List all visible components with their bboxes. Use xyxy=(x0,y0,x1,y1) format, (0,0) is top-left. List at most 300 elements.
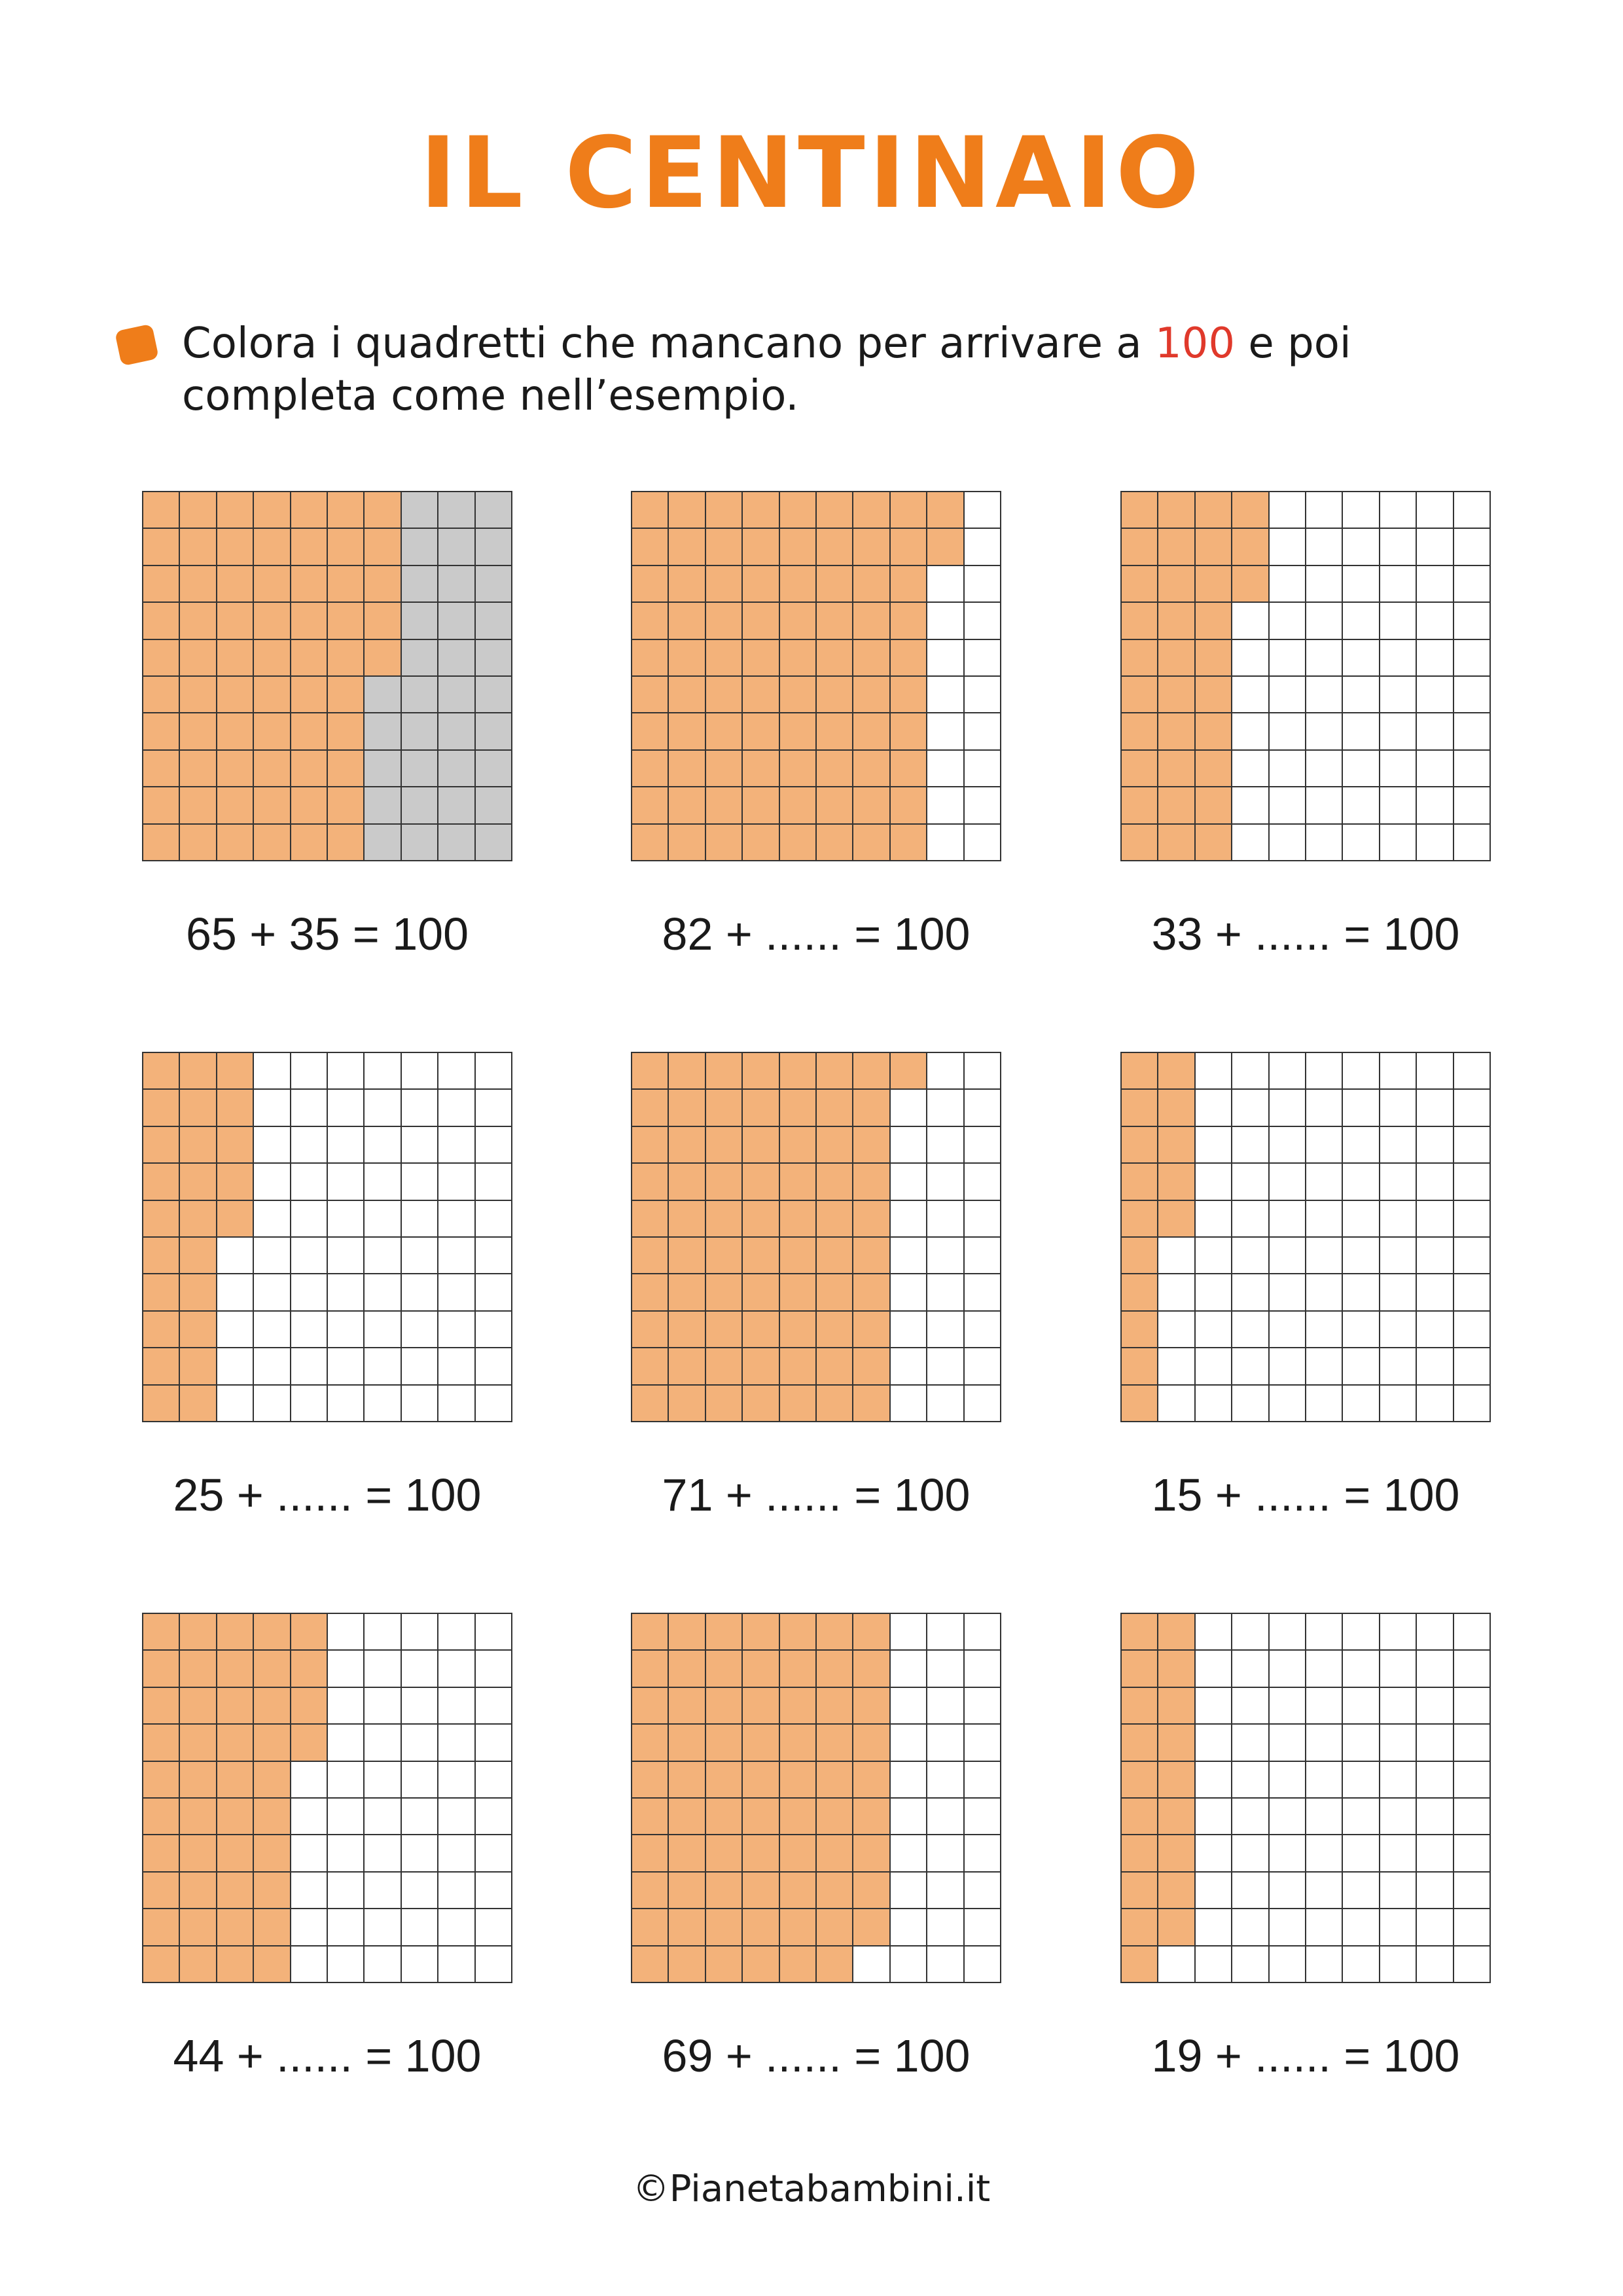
grid-cell-filled[interactable] xyxy=(1122,1274,1157,1310)
grid-cell-filled[interactable] xyxy=(254,1909,289,1945)
grid-cell-filled[interactable] xyxy=(217,1127,253,1162)
grid-cell-empty[interactable] xyxy=(438,1909,474,1945)
grid-cell-filled[interactable] xyxy=(1122,1238,1157,1273)
grid-cell-empty[interactable] xyxy=(1380,713,1416,749)
grid-cell-empty[interactable] xyxy=(1158,1274,1194,1310)
grid-cell-empty[interactable] xyxy=(1417,1725,1452,1760)
grid-cell-empty[interactable] xyxy=(1380,566,1416,601)
grid-cell-empty[interactable] xyxy=(1417,1909,1452,1945)
grid-cell-filled[interactable] xyxy=(780,1348,815,1384)
grid-cell-filled[interactable] xyxy=(143,1835,179,1871)
grid-cell-filled[interactable] xyxy=(180,1835,215,1871)
grid-cell-filled[interactable] xyxy=(1122,1873,1157,1908)
grid-cell-empty[interactable] xyxy=(1196,1312,1231,1347)
grid-cell-filled[interactable] xyxy=(632,1090,668,1125)
grid-cell-empty[interactable] xyxy=(1343,1688,1378,1723)
grid-cell-empty[interactable] xyxy=(1343,825,1378,860)
grid-cell-filled[interactable] xyxy=(1122,1312,1157,1347)
grid-cell-empty[interactable] xyxy=(1232,677,1268,712)
grid-cell-empty[interactable] xyxy=(965,1835,1000,1871)
grid-cell-filled[interactable] xyxy=(780,640,815,675)
grid-cell-empty[interactable] xyxy=(1454,529,1489,564)
grid-cell-filled[interactable] xyxy=(669,1614,704,1649)
grid-cell-filled[interactable] xyxy=(143,1238,179,1273)
grid-cell-empty[interactable] xyxy=(402,1909,437,1945)
grid-cell-empty[interactable] xyxy=(328,1164,363,1199)
grid-cell-filled[interactable] xyxy=(743,1386,778,1421)
grid-cell-filled[interactable] xyxy=(1122,1164,1157,1199)
grid-cell-filled[interactable] xyxy=(632,1762,668,1797)
grid-cell-empty[interactable] xyxy=(402,1873,437,1908)
grid-cell-filled[interactable] xyxy=(143,1312,179,1347)
grid-cell-empty[interactable] xyxy=(1270,1762,1305,1797)
grid-cell-empty[interactable] xyxy=(1343,1909,1378,1945)
grid-cell-empty[interactable] xyxy=(1417,1274,1452,1310)
grid-cell-filled[interactable] xyxy=(669,1164,704,1199)
grid-cell-filled[interactable] xyxy=(853,640,889,675)
grid-cell-filled[interactable] xyxy=(817,1799,852,1834)
grid-cell-filled[interactable] xyxy=(706,825,741,860)
grid-cell-filled[interactable] xyxy=(817,1725,852,1760)
grid-cell-empty[interactable] xyxy=(365,1614,400,1649)
grid-cell-filled[interactable] xyxy=(143,1164,179,1199)
grid-cell-filled[interactable] xyxy=(143,1090,179,1125)
grid-cell-empty[interactable] xyxy=(1196,1201,1231,1236)
grid-cell-empty[interactable] xyxy=(891,1725,926,1760)
grid-cell-empty[interactable] xyxy=(1158,1238,1194,1273)
grid-cell-filled[interactable] xyxy=(853,1201,889,1236)
grid-cell-empty[interactable] xyxy=(365,1090,400,1125)
grid-cell-empty[interactable] xyxy=(1454,1090,1489,1125)
grid-cell-filled[interactable] xyxy=(1122,1053,1157,1088)
grid-cell-empty[interactable] xyxy=(1454,1835,1489,1871)
grid-cell-filled[interactable] xyxy=(780,713,815,749)
grid-cell-empty[interactable] xyxy=(291,1127,327,1162)
grid-cell-filled[interactable] xyxy=(254,1614,289,1649)
grid-cell-filled[interactable] xyxy=(632,1053,668,1088)
grid-cell-empty[interactable] xyxy=(1232,1312,1268,1347)
grid-cell-filled[interactable] xyxy=(669,713,704,749)
grid-cell-empty[interactable] xyxy=(1306,492,1342,528)
grid-cell-filled[interactable] xyxy=(1122,825,1157,860)
grid-cell-empty[interactable] xyxy=(1270,1053,1305,1088)
grid-cell-empty[interactable] xyxy=(965,677,1000,712)
grid-cell-empty[interactable] xyxy=(254,1164,289,1199)
grid-cell-filled[interactable] xyxy=(743,1164,778,1199)
grid-cell-filled[interactable] xyxy=(291,1614,327,1649)
grid-cell-filled[interactable] xyxy=(1158,529,1194,564)
grid-cell-filled[interactable] xyxy=(1122,1386,1157,1421)
grid-cell-empty[interactable] xyxy=(1270,1164,1305,1199)
grid-cell-empty[interactable] xyxy=(1232,1053,1268,1088)
grid-cell-filled[interactable] xyxy=(706,1164,741,1199)
grid-cell-empty[interactable] xyxy=(1417,1688,1452,1723)
grid-cell-empty[interactable] xyxy=(365,1909,400,1945)
grid-cell-empty[interactable] xyxy=(1417,1348,1452,1384)
grid-cell-empty[interactable] xyxy=(1270,1090,1305,1125)
grid-cell-filled[interactable] xyxy=(853,1873,889,1908)
grid-cell-filled[interactable] xyxy=(1196,566,1231,601)
grid-cell-filled[interactable] xyxy=(780,1688,815,1723)
grid-cell-filled[interactable] xyxy=(706,492,741,528)
grid-cell-filled[interactable] xyxy=(632,825,668,860)
grid-cell-empty[interactable] xyxy=(476,1201,511,1236)
grid-cell-filled[interactable] xyxy=(817,1274,852,1310)
grid-cell-filled[interactable] xyxy=(706,1201,741,1236)
grid-cell-filled[interactable] xyxy=(780,1762,815,1797)
grid-cell-filled[interactable] xyxy=(706,1090,741,1125)
grid-cell-empty[interactable] xyxy=(1343,677,1378,712)
grid-cell-filled[interactable] xyxy=(853,1799,889,1834)
grid-cell-empty[interactable] xyxy=(476,1386,511,1421)
grid-cell-empty[interactable] xyxy=(328,1348,363,1384)
grid-cell-filled[interactable] xyxy=(632,492,668,528)
grid-cell-empty[interactable] xyxy=(1196,1164,1231,1199)
grid-cell-empty[interactable] xyxy=(891,1835,926,1871)
grid-cell-filled[interactable] xyxy=(817,1201,852,1236)
grid-cell-empty[interactable] xyxy=(1306,1651,1342,1686)
grid-cell-empty[interactable] xyxy=(1306,1238,1342,1273)
grid-cell-filled[interactable] xyxy=(927,529,963,564)
grid-cell-empty[interactable] xyxy=(365,1762,400,1797)
grid-cell-empty[interactable] xyxy=(965,1164,1000,1199)
grid-cell-empty[interactable] xyxy=(1196,1090,1231,1125)
hundred-grid-5[interactable] xyxy=(631,1052,1001,1422)
grid-cell-filled[interactable] xyxy=(254,1762,289,1797)
grid-cell-empty[interactable] xyxy=(1417,1238,1452,1273)
grid-cell-filled[interactable] xyxy=(217,1725,253,1760)
grid-cell-empty[interactable] xyxy=(1417,1164,1452,1199)
grid-cell-empty[interactable] xyxy=(1270,1946,1305,1982)
grid-cell-empty[interactable] xyxy=(891,1386,926,1421)
grid-cell-filled[interactable] xyxy=(143,1127,179,1162)
grid-cell-filled[interactable] xyxy=(632,1164,668,1199)
grid-cell-empty[interactable] xyxy=(1454,787,1489,823)
grid-cell-empty[interactable] xyxy=(927,713,963,749)
grid-cell-empty[interactable] xyxy=(1306,1799,1342,1834)
grid-cell-empty[interactable] xyxy=(1417,1799,1452,1834)
grid-cell-empty[interactable] xyxy=(1306,1053,1342,1088)
grid-cell-empty[interactable] xyxy=(328,1614,363,1649)
grid-cell-empty[interactable] xyxy=(927,825,963,860)
grid-cell-empty[interactable] xyxy=(1380,1873,1416,1908)
grid-cell-empty[interactable] xyxy=(365,1835,400,1871)
grid-cell-empty[interactable] xyxy=(1454,1762,1489,1797)
grid-cell-empty[interactable] xyxy=(1232,1348,1268,1384)
grid-cell-empty[interactable] xyxy=(402,1348,437,1384)
grid-cell-filled[interactable] xyxy=(1232,492,1268,528)
grid-cell-filled[interactable] xyxy=(254,1799,289,1834)
grid-cell-empty[interactable] xyxy=(402,1386,437,1421)
grid-cell-empty[interactable] xyxy=(965,1386,1000,1421)
grid-cell-empty[interactable] xyxy=(1343,1312,1378,1347)
grid-cell-filled[interactable] xyxy=(853,566,889,601)
grid-cell-empty[interactable] xyxy=(365,1201,400,1236)
grid-cell-empty[interactable] xyxy=(1196,1238,1231,1273)
grid-cell-filled[interactable] xyxy=(706,1348,741,1384)
grid-cell-empty[interactable] xyxy=(927,1238,963,1273)
grid-cell-empty[interactable] xyxy=(1380,529,1416,564)
grid-cell-filled[interactable] xyxy=(291,1688,327,1723)
grid-cell-empty[interactable] xyxy=(1343,751,1378,786)
grid-cell-empty[interactable] xyxy=(1196,1274,1231,1310)
grid-cell-filled[interactable] xyxy=(669,1274,704,1310)
grid-cell-filled[interactable] xyxy=(780,1312,815,1347)
grid-cell-empty[interactable] xyxy=(1270,1688,1305,1723)
grid-cell-filled[interactable] xyxy=(1158,1835,1194,1871)
grid-cell-filled[interactable] xyxy=(780,1201,815,1236)
grid-cell-filled[interactable] xyxy=(743,1090,778,1125)
grid-cell-filled[interactable] xyxy=(706,1238,741,1273)
grid-cell-filled[interactable] xyxy=(706,1053,741,1088)
grid-cell-empty[interactable] xyxy=(965,1201,1000,1236)
grid-cell-filled[interactable] xyxy=(180,1127,215,1162)
grid-cell-empty[interactable] xyxy=(402,1651,437,1686)
grid-cell-empty[interactable] xyxy=(1343,1762,1378,1797)
grid-cell-empty[interactable] xyxy=(1343,1946,1378,1982)
grid-cell-filled[interactable] xyxy=(254,1651,289,1686)
grid-cell-filled[interactable] xyxy=(1196,677,1231,712)
grid-cell-empty[interactable] xyxy=(1306,1164,1342,1199)
grid-cell-filled[interactable] xyxy=(780,492,815,528)
grid-cell-empty[interactable] xyxy=(476,1762,511,1797)
grid-cell-empty[interactable] xyxy=(965,1688,1000,1723)
grid-cell-empty[interactable] xyxy=(1232,1201,1268,1236)
grid-cell-empty[interactable] xyxy=(402,1312,437,1347)
grid-cell-filled[interactable] xyxy=(632,1238,668,1273)
grid-cell-empty[interactable] xyxy=(438,1873,474,1908)
grid-cell-empty[interactable] xyxy=(1232,1799,1268,1834)
grid-cell-empty[interactable] xyxy=(328,1090,363,1125)
grid-cell-filled[interactable] xyxy=(706,1614,741,1649)
grid-cell-empty[interactable] xyxy=(891,1614,926,1649)
grid-cell-filled[interactable] xyxy=(1232,529,1268,564)
grid-cell-empty[interactable] xyxy=(365,1725,400,1760)
grid-cell-filled[interactable] xyxy=(1158,492,1194,528)
grid-cell-filled[interactable] xyxy=(743,1799,778,1834)
grid-cell-filled[interactable] xyxy=(706,1873,741,1908)
grid-cell-empty[interactable] xyxy=(328,1762,363,1797)
hundred-grid-6[interactable] xyxy=(1120,1052,1491,1422)
grid-cell-filled[interactable] xyxy=(1122,1201,1157,1236)
grid-cell-empty[interactable] xyxy=(328,1725,363,1760)
grid-cell-empty[interactable] xyxy=(1306,529,1342,564)
grid-cell-filled[interactable] xyxy=(1196,751,1231,786)
grid-cell-filled[interactable] xyxy=(632,677,668,712)
grid-cell-empty[interactable] xyxy=(476,1688,511,1723)
grid-cell-filled[interactable] xyxy=(780,1127,815,1162)
grid-cell-filled[interactable] xyxy=(706,751,741,786)
grid-cell-empty[interactable] xyxy=(1343,640,1378,675)
grid-cell-empty[interactable] xyxy=(438,1386,474,1421)
grid-cell-empty[interactable] xyxy=(476,1312,511,1347)
grid-cell-empty[interactable] xyxy=(1232,1164,1268,1199)
grid-cell-empty[interactable] xyxy=(476,1614,511,1649)
grid-cell-empty[interactable] xyxy=(1343,1835,1378,1871)
grid-cell-filled[interactable] xyxy=(1122,713,1157,749)
grid-cell-empty[interactable] xyxy=(1306,640,1342,675)
grid-cell-empty[interactable] xyxy=(1196,1127,1231,1162)
grid-cell-empty[interactable] xyxy=(927,1386,963,1421)
grid-cell-empty[interactable] xyxy=(1306,677,1342,712)
grid-cell-filled[interactable] xyxy=(743,566,778,601)
grid-cell-empty[interactable] xyxy=(1270,1835,1305,1871)
hundred-grid-4[interactable] xyxy=(142,1052,512,1422)
grid-cell-filled[interactable] xyxy=(743,1909,778,1945)
grid-cell-empty[interactable] xyxy=(1306,1688,1342,1723)
grid-cell-empty[interactable] xyxy=(1454,1348,1489,1384)
grid-cell-filled[interactable] xyxy=(743,529,778,564)
grid-cell-filled[interactable] xyxy=(1122,603,1157,638)
grid-cell-empty[interactable] xyxy=(365,1348,400,1384)
grid-cell-empty[interactable] xyxy=(1196,1909,1231,1945)
grid-cell-empty[interactable] xyxy=(1306,1762,1342,1797)
grid-cell-empty[interactable] xyxy=(1380,825,1416,860)
grid-cell-filled[interactable] xyxy=(254,1688,289,1723)
grid-cell-filled[interactable] xyxy=(743,751,778,786)
grid-cell-empty[interactable] xyxy=(1232,640,1268,675)
grid-cell-filled[interactable] xyxy=(669,1201,704,1236)
grid-cell-filled[interactable] xyxy=(180,1909,215,1945)
grid-cell-empty[interactable] xyxy=(1454,1614,1489,1649)
grid-cell-filled[interactable] xyxy=(817,787,852,823)
grid-cell-empty[interactable] xyxy=(1306,1090,1342,1125)
grid-cell-filled[interactable] xyxy=(669,566,704,601)
grid-cell-filled[interactable] xyxy=(217,1201,253,1236)
grid-cell-empty[interactable] xyxy=(927,603,963,638)
grid-cell-empty[interactable] xyxy=(1417,1762,1452,1797)
grid-cell-filled[interactable] xyxy=(669,1053,704,1088)
grid-cell-empty[interactable] xyxy=(328,1274,363,1310)
grid-cell-empty[interactable] xyxy=(1232,787,1268,823)
equation-2[interactable]: 82 + ...... = 100 xyxy=(662,908,971,960)
grid-cell-filled[interactable] xyxy=(143,1348,179,1384)
grid-cell-filled[interactable] xyxy=(669,1651,704,1686)
grid-cell-filled[interactable] xyxy=(780,529,815,564)
grid-cell-empty[interactable] xyxy=(365,1238,400,1273)
grid-cell-empty[interactable] xyxy=(476,1909,511,1945)
grid-cell-empty[interactable] xyxy=(1232,1909,1268,1945)
grid-cell-empty[interactable] xyxy=(1270,1799,1305,1834)
grid-cell-empty[interactable] xyxy=(1232,1238,1268,1273)
grid-cell-empty[interactable] xyxy=(1232,1725,1268,1760)
grid-cell-filled[interactable] xyxy=(1122,1946,1157,1982)
grid-cell-empty[interactable] xyxy=(254,1386,289,1421)
grid-cell-empty[interactable] xyxy=(965,566,1000,601)
grid-cell-empty[interactable] xyxy=(328,1312,363,1347)
grid-cell-filled[interactable] xyxy=(180,1651,215,1686)
grid-cell-empty[interactable] xyxy=(1380,1762,1416,1797)
grid-cell-empty[interactable] xyxy=(891,1651,926,1686)
grid-cell-empty[interactable] xyxy=(1343,1201,1378,1236)
grid-cell-empty[interactable] xyxy=(1270,529,1305,564)
grid-cell-empty[interactable] xyxy=(1454,1873,1489,1908)
grid-cell-filled[interactable] xyxy=(217,1946,253,1982)
grid-cell-empty[interactable] xyxy=(1454,1164,1489,1199)
grid-cell-empty[interactable] xyxy=(402,1127,437,1162)
grid-cell-empty[interactable] xyxy=(1343,1274,1378,1310)
grid-cell-empty[interactable] xyxy=(1380,1386,1416,1421)
grid-cell-empty[interactable] xyxy=(965,1762,1000,1797)
grid-cell-filled[interactable] xyxy=(669,1312,704,1347)
equation-7[interactable]: 44 + ...... = 100 xyxy=(173,2030,482,2081)
grid-cell-empty[interactable] xyxy=(927,1835,963,1871)
grid-cell-filled[interactable] xyxy=(743,1651,778,1686)
grid-cell-empty[interactable] xyxy=(1232,1946,1268,1982)
grid-cell-filled[interactable] xyxy=(780,787,815,823)
grid-cell-empty[interactable] xyxy=(328,1835,363,1871)
grid-cell-filled[interactable] xyxy=(743,1762,778,1797)
grid-cell-filled[interactable] xyxy=(669,787,704,823)
grid-cell-empty[interactable] xyxy=(927,566,963,601)
grid-cell-empty[interactable] xyxy=(927,677,963,712)
grid-cell-empty[interactable] xyxy=(254,1348,289,1384)
grid-cell-filled[interactable] xyxy=(891,566,926,601)
grid-cell-empty[interactable] xyxy=(1306,1835,1342,1871)
grid-cell-empty[interactable] xyxy=(1158,1946,1194,1982)
grid-cell-empty[interactable] xyxy=(1270,1651,1305,1686)
grid-cell-empty[interactable] xyxy=(1417,1835,1452,1871)
grid-cell-empty[interactable] xyxy=(217,1386,253,1421)
grid-cell-filled[interactable] xyxy=(632,1386,668,1421)
grid-cell-filled[interactable] xyxy=(780,1799,815,1834)
grid-cell-empty[interactable] xyxy=(1454,1651,1489,1686)
grid-cell-filled[interactable] xyxy=(743,1127,778,1162)
grid-cell-empty[interactable] xyxy=(1380,603,1416,638)
grid-cell-empty[interactable] xyxy=(1343,1238,1378,1273)
grid-cell-empty[interactable] xyxy=(1417,1946,1452,1982)
grid-cell-filled[interactable] xyxy=(1158,640,1194,675)
grid-cell-empty[interactable] xyxy=(1232,1386,1268,1421)
grid-cell-filled[interactable] xyxy=(143,1274,179,1310)
grid-cell-empty[interactable] xyxy=(1270,1386,1305,1421)
grid-cell-filled[interactable] xyxy=(180,1873,215,1908)
grid-cell-filled[interactable] xyxy=(706,677,741,712)
grid-cell-filled[interactable] xyxy=(743,1053,778,1088)
grid-cell-empty[interactable] xyxy=(891,1312,926,1347)
grid-cell-empty[interactable] xyxy=(438,1348,474,1384)
grid-cell-empty[interactable] xyxy=(1454,566,1489,601)
grid-cell-filled[interactable] xyxy=(853,787,889,823)
grid-cell-filled[interactable] xyxy=(143,1873,179,1908)
grid-cell-empty[interactable] xyxy=(853,1946,889,1982)
grid-cell-empty[interactable] xyxy=(1232,1688,1268,1723)
grid-cell-filled[interactable] xyxy=(743,492,778,528)
grid-cell-empty[interactable] xyxy=(965,529,1000,564)
grid-cell-filled[interactable] xyxy=(669,1946,704,1982)
grid-cell-empty[interactable] xyxy=(927,787,963,823)
grid-cell-empty[interactable] xyxy=(217,1312,253,1347)
grid-cell-empty[interactable] xyxy=(365,1688,400,1723)
grid-cell-filled[interactable] xyxy=(217,1053,253,1088)
grid-cell-filled[interactable] xyxy=(1122,1090,1157,1125)
grid-cell-filled[interactable] xyxy=(743,1614,778,1649)
grid-cell-empty[interactable] xyxy=(1306,751,1342,786)
grid-cell-empty[interactable] xyxy=(1380,1312,1416,1347)
grid-cell-empty[interactable] xyxy=(965,603,1000,638)
grid-cell-filled[interactable] xyxy=(143,1201,179,1236)
grid-cell-filled[interactable] xyxy=(743,787,778,823)
grid-cell-empty[interactable] xyxy=(1232,1614,1268,1649)
grid-cell-empty[interactable] xyxy=(1343,1090,1378,1125)
grid-cell-filled[interactable] xyxy=(706,1127,741,1162)
grid-cell-filled[interactable] xyxy=(632,1274,668,1310)
grid-cell-empty[interactable] xyxy=(965,1873,1000,1908)
grid-cell-filled[interactable] xyxy=(180,1312,215,1347)
grid-cell-filled[interactable] xyxy=(706,1312,741,1347)
hundred-grid-9[interactable] xyxy=(1120,1613,1491,1983)
grid-cell-filled[interactable] xyxy=(780,1386,815,1421)
